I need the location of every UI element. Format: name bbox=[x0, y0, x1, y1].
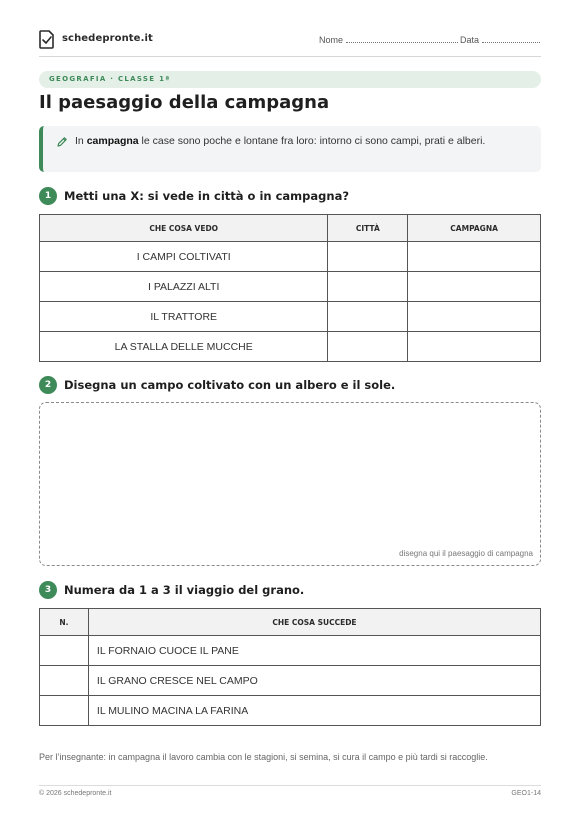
pencil-icon bbox=[56, 136, 68, 148]
row-label: IL MULINO MACINA LA FARINA bbox=[88, 696, 540, 726]
row-label: I PALAZZI ALTI bbox=[40, 272, 328, 302]
row-label: IL TRATTORE bbox=[40, 302, 328, 332]
name-field bbox=[319, 35, 458, 45]
footer-divider bbox=[39, 785, 541, 786]
row-label: LA STALLA DELLE MUCCHE bbox=[40, 332, 328, 362]
countryside-checkbox-cell[interactable] bbox=[408, 242, 541, 272]
worksheet-code: GEO1-14 bbox=[511, 790, 541, 797]
section-1-heading bbox=[39, 187, 541, 207]
row-label: IL GRANO CRESCE NEL CAMPO bbox=[88, 666, 540, 696]
number-input-cell[interactable] bbox=[40, 696, 89, 726]
city-countryside-table bbox=[39, 214, 541, 362]
date-line[interactable] bbox=[482, 35, 540, 43]
date-field bbox=[460, 35, 540, 45]
table-row bbox=[40, 636, 541, 666]
teacher-note: Per l’insegnante: in campagna il lavoro cambia con le stagioni, si semina, si cura il campo e più tardi si raccoglie. bbox=[39, 752, 488, 762]
section-title: Disegna un campo coltivato con un albero e il sole. bbox=[64, 378, 396, 392]
section-number-badge: 1 bbox=[39, 187, 57, 205]
subject-bar bbox=[39, 71, 541, 88]
section-number-badge: 3 bbox=[39, 581, 57, 599]
name-label: Nome bbox=[319, 35, 344, 45]
table-header-row bbox=[40, 609, 541, 636]
city-checkbox-cell[interactable] bbox=[328, 272, 408, 302]
section-2-heading bbox=[39, 376, 541, 396]
page-header bbox=[39, 30, 541, 50]
info-bold: campagna bbox=[86, 135, 139, 147]
column-header: CITTÀ bbox=[328, 215, 408, 242]
section-title: Numera da 1 a 3 il viaggio del grano. bbox=[64, 583, 305, 597]
table-row bbox=[40, 696, 541, 726]
city-checkbox-cell[interactable] bbox=[328, 302, 408, 332]
column-header: CHE COSA VEDO bbox=[40, 215, 328, 242]
city-checkbox-cell[interactable] bbox=[328, 332, 408, 362]
number-input-cell[interactable] bbox=[40, 666, 89, 696]
table-row bbox=[40, 272, 541, 302]
info-rest: le case sono poche e lontane fra loro: intorno ci sono campi, prati e alberi. bbox=[138, 135, 486, 147]
drawing-area[interactable] bbox=[39, 402, 541, 566]
info-prefix: In bbox=[75, 135, 87, 147]
column-header: CHE COSA SUCCEDE bbox=[88, 609, 540, 636]
info-text bbox=[75, 133, 525, 149]
table-row bbox=[40, 332, 541, 362]
countryside-checkbox-cell[interactable] bbox=[408, 272, 541, 302]
checked-document-icon bbox=[39, 30, 55, 49]
column-header: N. bbox=[40, 609, 89, 636]
table-header-row bbox=[40, 215, 541, 242]
table-row bbox=[40, 242, 541, 272]
subject-label: GEOGRAFIA · CLASSE 1ª bbox=[49, 75, 171, 83]
countryside-checkbox-cell[interactable] bbox=[408, 332, 541, 362]
table-row bbox=[40, 666, 541, 696]
page-title: Il paesaggio della campagna bbox=[39, 92, 330, 113]
grain-sequence-table bbox=[39, 608, 541, 726]
name-line[interactable] bbox=[346, 35, 458, 43]
info-box bbox=[39, 126, 541, 172]
city-checkbox-cell[interactable] bbox=[328, 242, 408, 272]
copyright: © 2026 schedepronte.it bbox=[39, 790, 112, 797]
table-row bbox=[40, 302, 541, 332]
number-input-cell[interactable] bbox=[40, 636, 89, 666]
countryside-checkbox-cell[interactable] bbox=[408, 302, 541, 332]
column-header: CAMPAGNA bbox=[408, 215, 541, 242]
section-number-badge: 2 bbox=[39, 376, 57, 394]
drawing-hint: disegna qui il paesaggio di campagna bbox=[399, 549, 533, 558]
date-label: Data bbox=[460, 35, 480, 45]
row-label: IL FORNAIO CUOCE IL PANE bbox=[88, 636, 540, 666]
header-divider bbox=[39, 56, 541, 57]
section-3-heading bbox=[39, 581, 541, 601]
section-title: Metti una X: si vede in città o in campagna? bbox=[64, 189, 350, 203]
row-label: I CAMPI COLTIVATI bbox=[40, 242, 328, 272]
brand-name: schedepronte.it bbox=[62, 33, 153, 44]
